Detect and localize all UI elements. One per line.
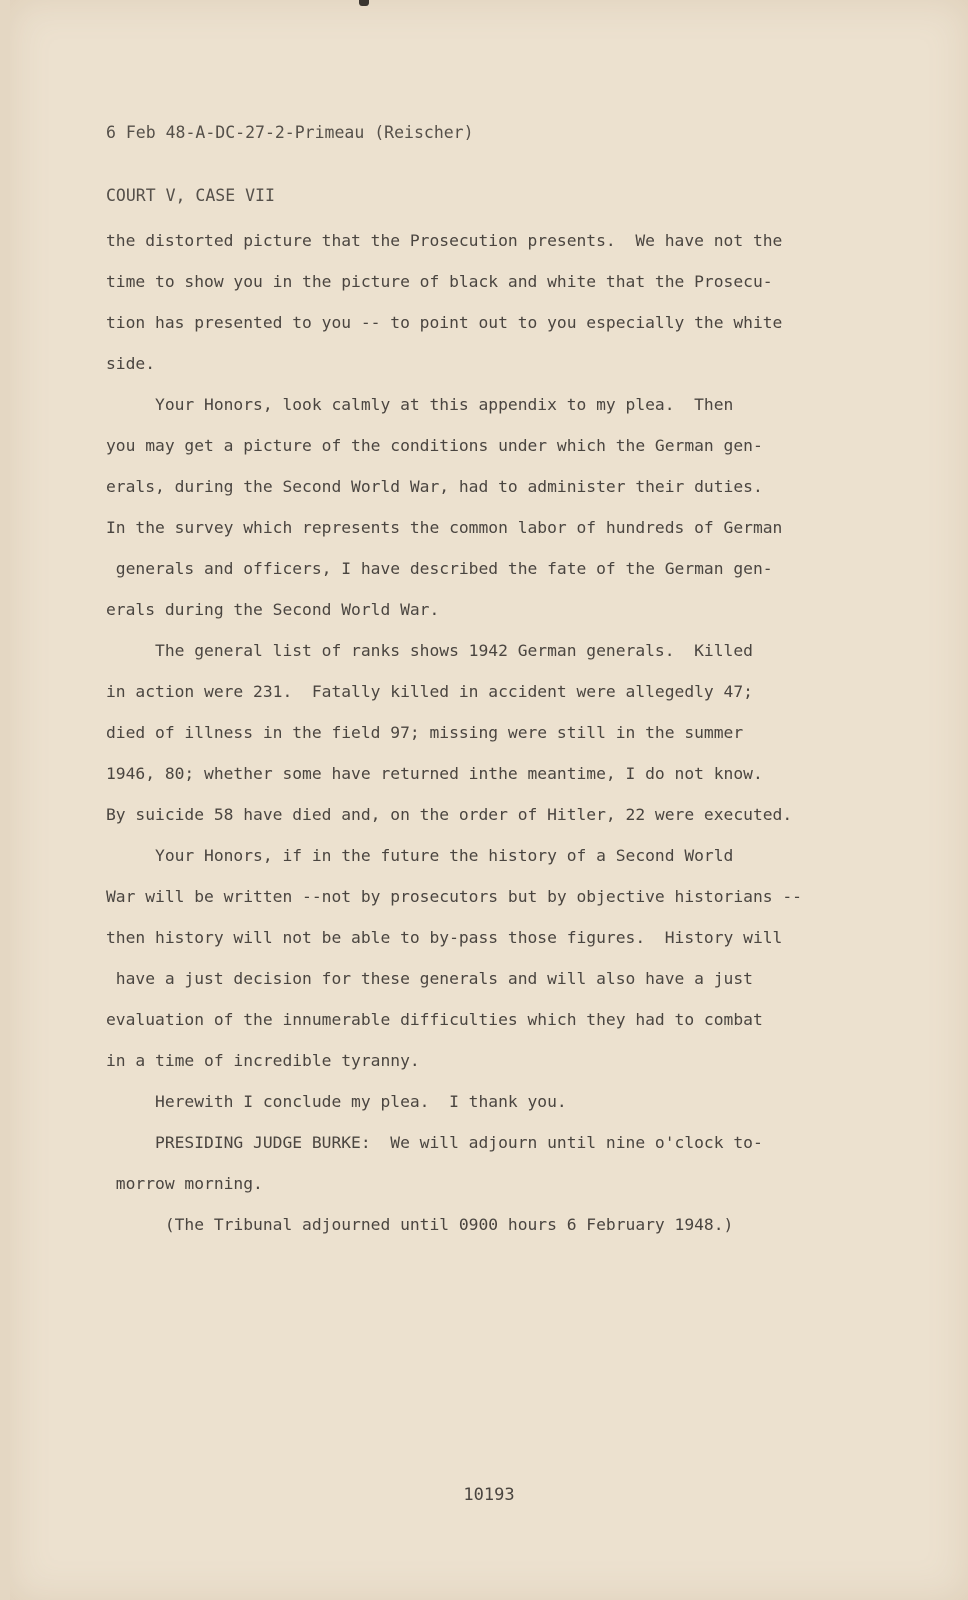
text-line: Your Honors, if in the future the history of a Second World bbox=[106, 846, 734, 865]
header-line-2: COURT V, CASE VII bbox=[106, 186, 275, 205]
text-line: died of illness in the field 97; missing were still in the summer bbox=[106, 723, 744, 742]
text-line: Your Honors, look calmly at this appendix to my plea. Then bbox=[106, 395, 734, 414]
text-line: morrow morning. bbox=[106, 1174, 263, 1193]
text-line: 1946, 80; whether some have returned inthe meantime, I do not know. bbox=[106, 764, 763, 783]
text-line: Herewith I conclude my plea. I thank you. bbox=[106, 1092, 567, 1111]
text-line: evaluation of the innumerable difficulties which they had to combat bbox=[106, 1010, 763, 1029]
text-line: time to show you in the picture of black and white that the Prosecu- bbox=[106, 272, 773, 291]
text-line: side. bbox=[106, 354, 156, 373]
transcript-body bbox=[106, 220, 846, 1245]
text-line: By suicide 58 have died and, on the order of Hitler, 22 were executed. bbox=[106, 805, 793, 824]
text-line: erals during the Second World War. bbox=[106, 600, 440, 619]
text-line: then history will not be able to by-pass those figures. History will bbox=[106, 928, 783, 947]
header-line-1: 6 Feb 48-A-DC-27-2-Primeau (Reischer) bbox=[106, 123, 474, 142]
text-line: PRESIDING JUDGE BURKE: We will adjourn until nine o'clock to- bbox=[106, 1133, 763, 1152]
document-page bbox=[10, 0, 968, 1600]
text-line: the distorted picture that the Prosecution presents. We have not the bbox=[106, 231, 783, 250]
text-line: in a time of incredible tyranny. bbox=[106, 1051, 420, 1070]
page-number: 10193 bbox=[463, 1485, 515, 1505]
staple-mark bbox=[359, 0, 369, 6]
text-line: (The Tribunal adjourned until 0900 hours 6 February 1948.) bbox=[106, 1215, 734, 1234]
text-line: In the survey which represents the common labor of hundreds of German bbox=[106, 518, 783, 537]
text-line: you may get a picture of the conditions under which the German gen- bbox=[106, 436, 763, 455]
text-line: have a just decision for these generals and will also have a just bbox=[106, 969, 753, 988]
text-line: in action were 231. Fatally killed in accident were allegedly 47; bbox=[106, 682, 753, 701]
text-line: generals and officers, I have described the fate of the German gen- bbox=[106, 559, 773, 578]
text-line: erals, during the Second World War, had to administer their duties. bbox=[106, 477, 763, 496]
text-line: The general list of ranks shows 1942 German generals. Killed bbox=[106, 641, 753, 660]
text-line: War will be written --not by prosecutors but by objective historians -- bbox=[106, 887, 802, 906]
text-line: tion has presented to you -- to point out to you especially the white bbox=[106, 313, 783, 332]
